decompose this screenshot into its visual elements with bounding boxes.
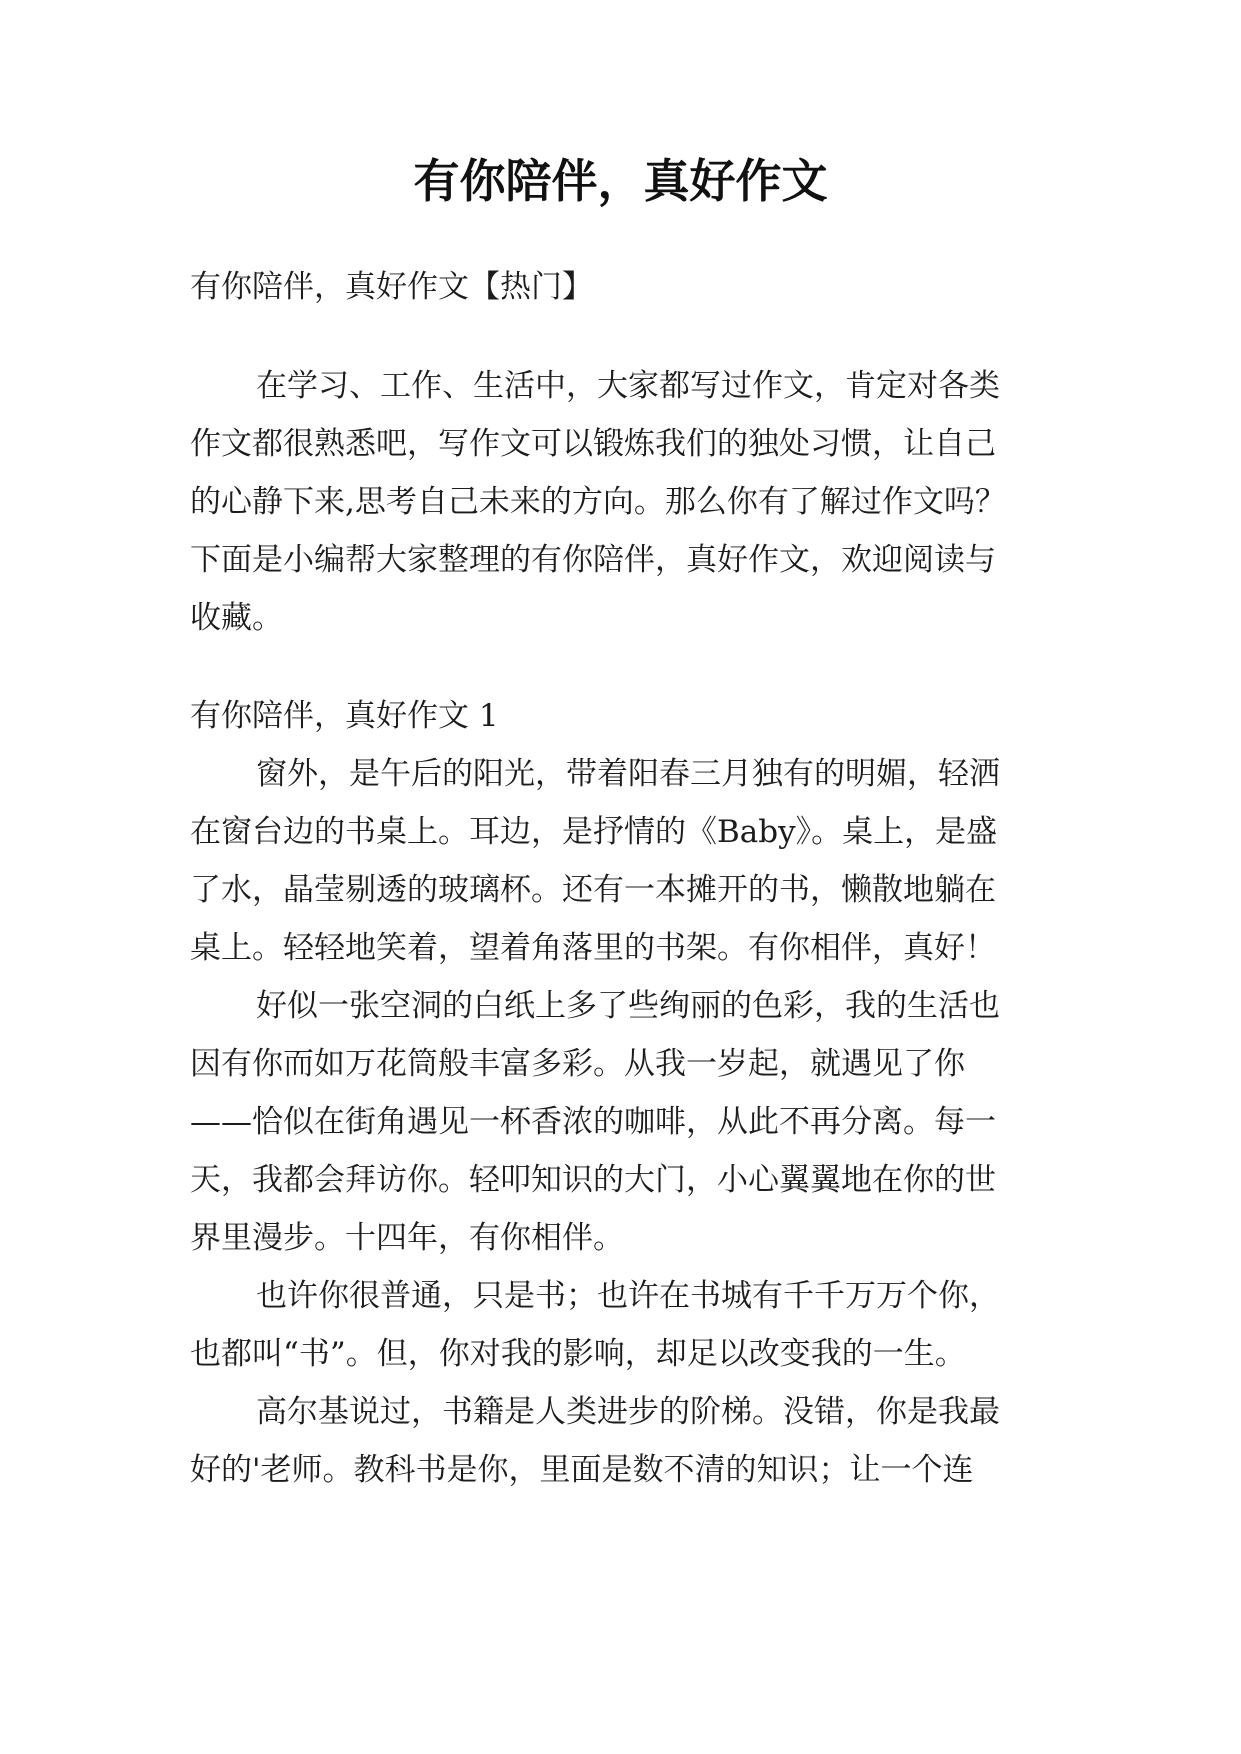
intro-line: 作文都很熟悉吧，写作文可以锻炼我们的独处习惯，让自己	[190, 426, 996, 462]
body-line: 也都叫“书”。但，你对我的影响，却足以改变我的一生。	[190, 1336, 966, 1372]
body-line: 在窗台边的书桌上。耳边，是抒情的《Baby》。桌上，是盛	[190, 814, 998, 850]
body-line: 桌上。轻轻地笑着，望着角落里的书架。有你相伴，真好！	[190, 930, 996, 966]
body-line: 天，我都会拜访你。轻叩知识的大门，小心翼翼地在你的世	[190, 1162, 996, 1198]
body-line: 好的'老师。教科书是你，里面是数不清的知识；让一个连	[190, 1452, 974, 1488]
intro-line: 的心静下来,思考自己未来的方向。那么你有了解过作文吗？	[190, 484, 1006, 520]
body-line: 窗外，是午后的阳光，带着阳春三月独有的明媚，轻洒	[256, 756, 1000, 792]
document-subtitle: 有你陪伴，真好作文【热门】	[190, 269, 593, 305]
body-line: 高尔基说过，书籍是人类进步的阶梯。没错，你是我最	[256, 1394, 1000, 1430]
intro-line: 下面是小编帮大家整理的有你陪伴，真好作文，欢迎阅读与	[190, 542, 996, 578]
section-heading: 有你陪伴，真好作文 1	[190, 698, 499, 734]
intro-line: 收藏。	[190, 600, 283, 636]
document-title: 有你陪伴，真好作文	[413, 154, 828, 208]
body-line: ——恰似在街角遇见一杯香浓的咖啡，从此不再分离。每一	[190, 1104, 996, 1140]
body-line: 界里漫步。十四年，有你相伴。	[190, 1220, 624, 1256]
body-line: 好似一张空洞的白纸上多了些绚丽的色彩，我的生活也	[256, 988, 1000, 1024]
body-line: 也许你很普通，只是书；也许在书城有千千万万个你，	[256, 1278, 1000, 1314]
body-line: 了水，晶莹剔透的玻璃杯。还有一本摊开的书，懒散地躺在	[190, 872, 996, 908]
body-line: 因有你而如万花筒般丰富多彩。从我一岁起，就遇见了你	[190, 1046, 965, 1082]
intro-line: 在学习、工作、生活中，大家都写过作文，肯定对各类	[256, 368, 1000, 404]
